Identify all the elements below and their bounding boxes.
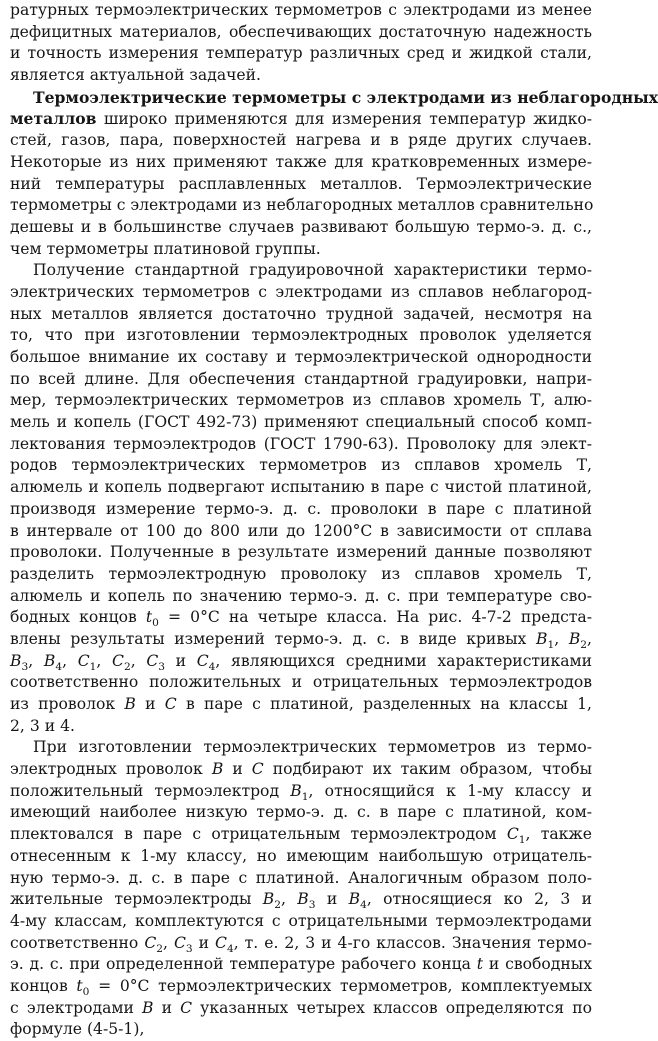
text-line: и точность измерения температур различных сред и жидкой стали, xyxy=(10,44,592,63)
text-line: ратурных термоэлектрических термометров с электродами из менее xyxy=(10,1,592,19)
text-line: Термоэлектрические термометры с электродами из неблагородных xyxy=(33,87,658,107)
text-line: 2, 3 и 4. xyxy=(10,716,75,735)
text-line: электродных проволок B и C подбирают их таким образом, чтобы xyxy=(10,760,592,779)
text-line: мель и копель (ГОСТ 492-73) применяют специальный способ комп- xyxy=(10,413,592,432)
text-line: электрических термометров с электродами из сплавов неблагород- xyxy=(10,282,592,301)
paragraph xyxy=(10,737,592,1041)
text-line: то, что при изготовлении термоэлектродных проволок уделяется xyxy=(10,326,592,345)
text-line: мер, термоэлектрических термометров из сплавов хромель Т, алю- xyxy=(10,391,592,410)
text-line: металлов широко применяются для измерения температур жидко- xyxy=(10,109,592,129)
text-line: $B_3$, $B_4$, $C_1$, $C_2$, $C_3$ и $C_4$, являющихся средними характеристиками xyxy=(10,651,593,673)
text-line: имеющий наиболее низкую термо-э. д. с. в паре с платиной, ком- xyxy=(10,803,592,822)
text-line: ную термо-э. д. с. в паре с платиной. Аналогичным образом поло- xyxy=(10,868,592,887)
text-line: большое внимание их составу и термоэлектрической однородности xyxy=(10,348,592,366)
text-line: родов термоэлектрических термометров из сплавов хромель Т, xyxy=(10,456,592,475)
text-line: производя измерение термо-э. д. с. проволоки в паре с платиной xyxy=(10,499,592,518)
text-line: термометры с электродами из неблагородных металлов сравнительно xyxy=(10,196,594,215)
text-line: жительные термоэлектроды $B_2$, $B_3$ и $B_4$, относящиеся ко 2, 3 и xyxy=(10,890,592,912)
text-line: является актуальной задачей. xyxy=(10,66,261,85)
text-line: алюмель и копель подвергают испытанию в паре с чистой платиной, xyxy=(10,478,592,497)
text-line: концов $t_0 = 0^\circ С$ термоэлектрических термометров, комплектуемых xyxy=(10,976,592,999)
text-line: лектования термоэлектродов (ГОСТ 1790-63). Проволоку для элект- xyxy=(10,434,592,453)
text-line: соответственно $C_2$, $C_3$ и $C_4$, т. е. 2, 3 и 4-го классов. Значения термо- xyxy=(10,933,592,955)
text-line: 4-му классам, комплектуются с отрицательными термоэлектродами xyxy=(10,911,592,930)
text-line: проволоки. Полученные в результате измерений данные позволяют xyxy=(10,543,592,562)
text-line: дешевы и в большинстве случаев развивают большую термо-э. д. с., xyxy=(10,217,592,236)
text-line: положительный термоэлектрод $B_1$, относящийся к 1-му классу и xyxy=(10,781,592,803)
text-line: формуле (4-5-1), xyxy=(10,1020,145,1039)
text-line: При изготовлении термоэлектрических термометров из термо- xyxy=(33,738,592,757)
text-body xyxy=(10,0,658,1041)
text-line: разделить термоэлектродную проволоку из сплавов хромель Т, xyxy=(10,564,592,583)
text-line: из проволок B и C в паре с платиной, разделенных на классы 1, xyxy=(10,695,592,713)
text-line: ных металлов является достаточно трудной задачей, несмотря на xyxy=(10,304,592,323)
text-line: плектовался в паре с отрицательным термоэлектродом $C_1$, также xyxy=(10,825,592,847)
text-line: ний температуры расплавленных металлов. Термоэлектрические xyxy=(10,174,592,193)
paragraph xyxy=(10,260,592,737)
text-line: стей, газов, пара, поверхностей нагрева и в ряде других случаев. xyxy=(10,131,592,150)
text-line: бодных концов $t_0 = 0^\circ С$ на четыре класса. На рис. 4-7-2 предста- xyxy=(10,608,592,630)
text-line: по всей длине. Для обеспечения стандартной градуировки, напри- xyxy=(10,369,592,388)
text-line: с электродами B и C указанных четырех классов определяются по xyxy=(10,998,592,1017)
text-line: соответственно положительных и отрицательных термоэлектродов xyxy=(10,673,592,692)
text-line: Некоторые из них применяют также для кратковременных измере- xyxy=(10,152,592,171)
text-line: отнесенным к 1-му классу, но имеющим наибольшую отрицатель- xyxy=(10,846,592,865)
text-line: алюмель и копель по значению термо-э. д. с. при температуре сво- xyxy=(10,586,592,605)
paragraph xyxy=(10,0,592,87)
text-line: в интервале от 100 до 800 или до 1200°С в зависимости от сплава xyxy=(10,521,592,540)
text-line: э. д. с. при определенной температуре рабочего конца t и свободных xyxy=(10,955,592,974)
text-line: чем термометры платиновой группы. xyxy=(10,239,321,258)
text-line: дефицитных материалов, обеспечивающих достаточную надежность xyxy=(10,22,592,41)
text-line: влены результаты измерений термо-э. д. с. в виде кривых $B_1$, $B_2$, xyxy=(10,629,592,652)
text-line: Получение стандартной градуировочной характеристики термо- xyxy=(33,261,592,280)
paragraph xyxy=(10,87,658,261)
